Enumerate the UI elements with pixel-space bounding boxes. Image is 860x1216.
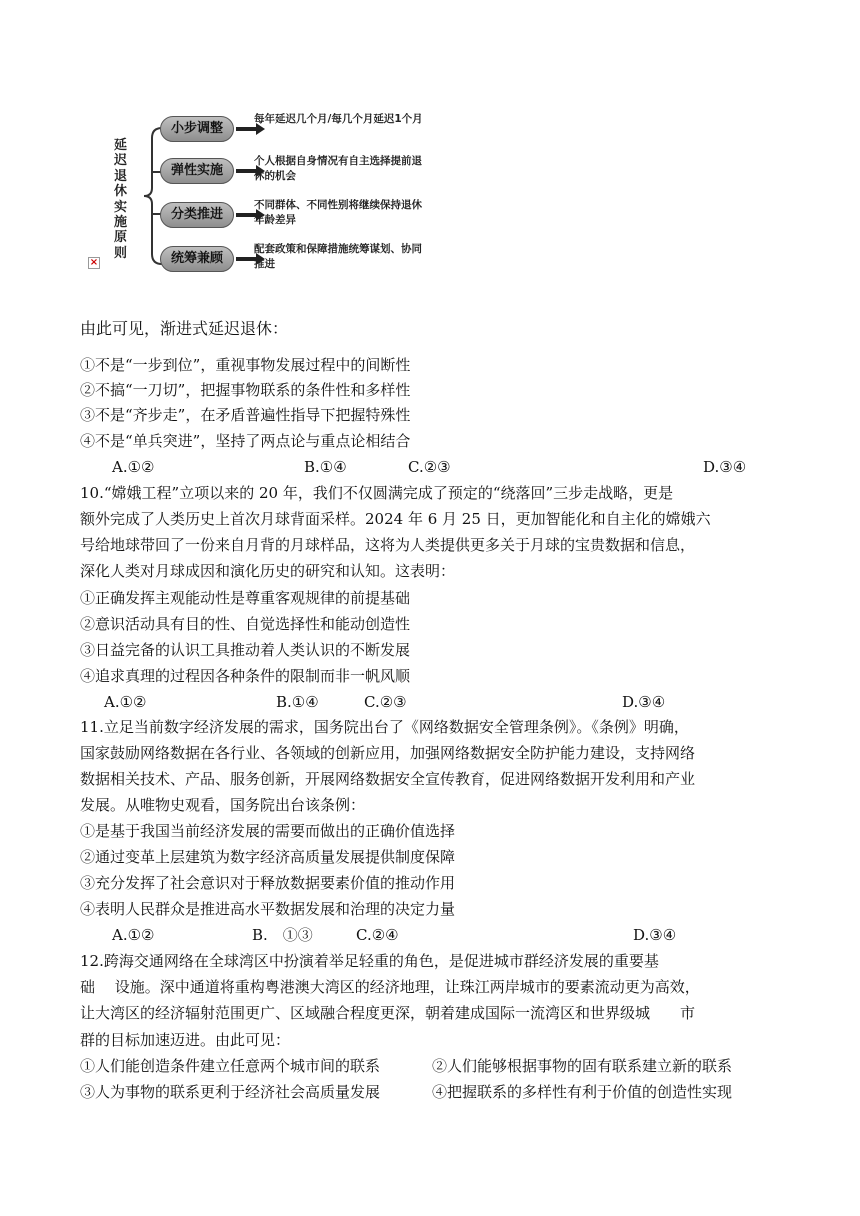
node-label: 小步调整: [160, 116, 234, 142]
q10-option-b[interactable]: B.①④: [276, 693, 319, 711]
q10-item-2: ②意识活动具有目的性、自觉选择性和能动创造性: [80, 615, 411, 633]
node-label: 统筹兼顾: [160, 246, 234, 272]
q9-option-d[interactable]: D.③④: [703, 458, 747, 476]
q12-item-4: ④把握联系的多样性有利于价值的创造性实现: [432, 1083, 733, 1101]
q9-option-a[interactable]: A.①②: [112, 458, 155, 476]
q12-item-2: ②人们能够根据事物的固有联系建立新的联系: [432, 1057, 733, 1075]
node-label: 弹性实施: [160, 158, 234, 184]
node-desc-3: 不同群体、不同性别将继续保持退休年龄差异: [254, 199, 422, 226]
diagram-node-1: [160, 116, 234, 142]
diagram-node-4: [160, 246, 234, 272]
q12-stem-line-2: 础 设施。深中通道将重构粤港澳大湾区的经济地理，让珠江两岸城市的要素流动更为高效，: [80, 978, 700, 996]
q11-stem-line-3: 数据相关技术、产品、服务创新，开展网络数据安全宣传教育，促进网络数据开发利用和产业: [80, 770, 696, 788]
diagram-node-2: [160, 158, 234, 184]
q9-option-c[interactable]: C.②③: [408, 458, 451, 476]
q9-item-4: ④不是“单兵突进”，坚持了两点论与重点论相结合: [80, 432, 411, 450]
q11-item-2: ②通过变革上层建筑为数字经济高质量发展提供制度保障: [80, 848, 456, 866]
q11-stem-line-2: 国家鼓励网络数据在各行业、各领域的创新应用，加强网络数据安全防护能力建设，支持网络: [80, 744, 696, 762]
q10-stem-line-3: 号给地球带回了一份来自月背的月球样品，这将为人类提供更多关于月球的宝贵数据和信息，: [80, 536, 696, 554]
q10-stem-line-1: 10.“嫦娥工程”立项以来的 20 年，我们不仅圆满完成了预定的“绕落回”三步走战略，更是: [80, 484, 674, 502]
q11-item-1: ①是基于我国当前经济发展的需要而做出的正确价值选择: [80, 822, 456, 840]
q10-option-a[interactable]: A.①②: [104, 693, 147, 711]
q9-option-b[interactable]: B.①④: [304, 458, 347, 476]
diagram-node-3: [160, 202, 234, 228]
q11-option-d[interactable]: D.③④: [633, 926, 677, 944]
q12-item-1: ①人们能创造条件建立任意两个城市间的联系: [80, 1057, 381, 1075]
node-label: 分类推进: [160, 202, 234, 228]
node-desc-4: 配套政策和保障措施统筹谋划、协同推进: [254, 243, 422, 270]
q10-item-3: ③日益完备的认识工具推动着人类认识的不断发展: [80, 641, 411, 659]
q11-stem-line-1: 11.立足当前数字经济发展的需求，国务院出台了《网络数据安全管理条例》。《条例》明确，: [80, 718, 689, 736]
diagram-title: 延迟退休实施原则: [114, 138, 128, 261]
q11-option-a[interactable]: A.①②: [112, 926, 155, 944]
q12-stem-line-1: 12.跨海交通网络在全球湾区中扮演着举足轻重的角色，是促进城市群经济发展的重要基: [80, 952, 659, 970]
q9-item-2: ②不搞“一刀切”，把握事物联系的条件性和多样性: [80, 381, 411, 399]
q10-item-4: ④追求真理的过程因各种条件的限制而非一帆风顺: [80, 667, 411, 685]
q12-item-3: ③人为事物的联系更利于经济社会高质量发展: [80, 1083, 381, 1101]
q10-item-1: ①正确发挥主观能动性是尊重客观规律的前提基础: [80, 589, 411, 607]
q9-item-1: ①不是“一步到位”，重视事物发展过程中的间断性: [80, 356, 411, 374]
q11-item-4: ④表明人民群众是推进高水平数据发展和治理的决定力量: [80, 900, 456, 918]
q11-item-3: ③充分发挥了社会意识对于释放数据要素价值的推动作用: [80, 874, 456, 892]
node-desc-2: 个人根据自身情况有自主选择提前退休的机会: [254, 155, 422, 182]
q9-item-3: ③不是“齐步走”，在矛盾普遍性指导下把握特殊性: [80, 406, 411, 424]
q10-option-d[interactable]: D.③④: [622, 693, 666, 711]
q10-stem-line-4: 深化人类对月球成因和演化历史的研究和认知。这表明：: [80, 562, 456, 580]
q11-option-c[interactable]: C.②④: [356, 926, 399, 944]
q10-stem-line-2: 额外完成了人类历史上首次月球背面采样。2024 年 6 月 25 日，更加智能化和自主化的嫦娥六: [80, 510, 711, 528]
broken-image-icon: ×: [89, 257, 99, 268]
q9-stem: 由此可见，渐进式延迟退休：: [80, 319, 289, 338]
q12-stem-line-4: 群的目标加速迈进。由此可见：: [80, 1031, 291, 1049]
q11-option-b[interactable]: B. ①③: [252, 926, 313, 944]
q10-option-c[interactable]: C.②③: [364, 693, 407, 711]
q11-stem-line-4: 发展。从唯物史观看，国务院出台该条例：: [80, 796, 366, 814]
q12-stem-line-3: 让大湾区的经济辐射范围更广、区域融合程度更深，朝着建成国际一流湾区和世界级城 市: [80, 1004, 696, 1022]
retirement-principles-diagram: [110, 108, 423, 284]
node-desc-1: 每年延迟几个月/每几个月延迟1个月: [254, 113, 423, 125]
